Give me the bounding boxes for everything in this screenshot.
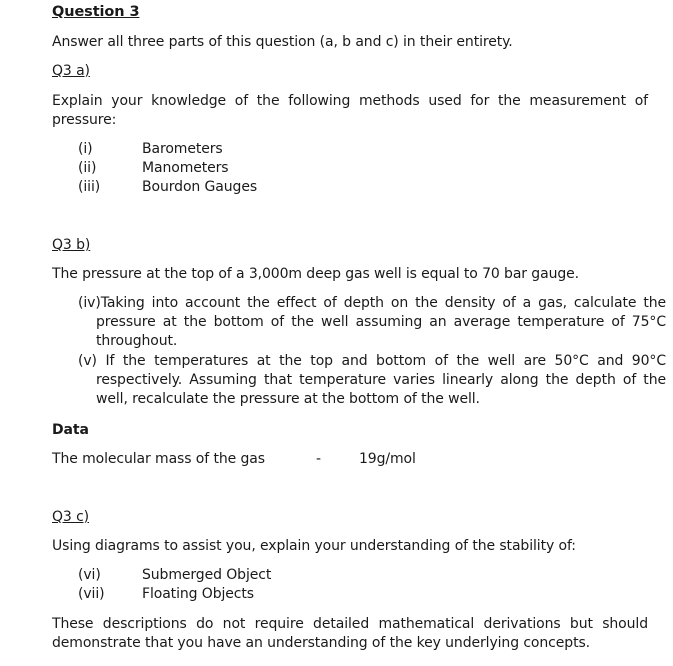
part-c-label: Q3 c) <box>52 509 90 525</box>
data-row-label: The molecular mass of the gas <box>52 451 265 467</box>
closing-text: These descriptions do not require detailed mathematical derivations but should demonstrate that you have an understanding of the key underlying concepts. <box>52 616 648 651</box>
part-a-item-3-text: Bourdon Gauges <box>142 179 258 195</box>
part-a-item-1-text: Barometers <box>142 141 223 157</box>
part-a-item-1-num: (i) <box>78 141 93 157</box>
part-b-item-iv <box>78 294 666 351</box>
part-c-prompt: Using diagrams to assist you, explain your understanding of the stability of: <box>52 538 576 554</box>
part-b-item-v <box>78 352 666 409</box>
part-a-prompt: Explain your knowledge of the following methods used for the measurement of pressure: <box>52 93 648 128</box>
part-a-item-3-num: (iii) <box>78 179 101 195</box>
part-c-item-6-text: Submerged Object <box>142 567 272 583</box>
part-b-item-v-text: If the temperatures at the top and bottom of the well are 50°C and 90°C respectively. Assuming that temperature varies linearly along the depth of the well, recalculate the pressure at the bottom of the well. <box>96 353 666 407</box>
part-b-prompt: The pressure at the top of a 3,000m deep gas well is equal to 70 bar gauge. <box>52 266 579 282</box>
part-b-item-iv-text: Taking into account the effect of depth on the density of a gas, calculate the pressure at the bottom of the well assuming an average temperature of 75°C throughout. <box>96 295 666 349</box>
data-heading: Data <box>52 422 89 438</box>
part-a-item-2-text: Manometers <box>142 160 229 176</box>
intro-text: Answer all three parts of this question (a, b and c) in their entirety. <box>52 34 513 50</box>
data-row-separator: - <box>316 451 321 467</box>
part-a-item-2-num: (ii) <box>78 160 97 176</box>
part-c-item-7-text: Floating Objects <box>142 586 254 602</box>
part-c-item-7-num: (vii) <box>78 586 105 602</box>
part-b-item-iv-num: (iv) <box>78 295 101 311</box>
part-c-item-6-num: (vi) <box>78 567 101 583</box>
part-b-item-v-num: (v) <box>78 353 97 369</box>
part-a-label: Q3 a) <box>52 63 90 79</box>
question-title: Question 3 <box>52 4 140 20</box>
data-row-value: 19g/mol <box>359 451 416 467</box>
part-b-label: Q3 b) <box>52 237 91 253</box>
